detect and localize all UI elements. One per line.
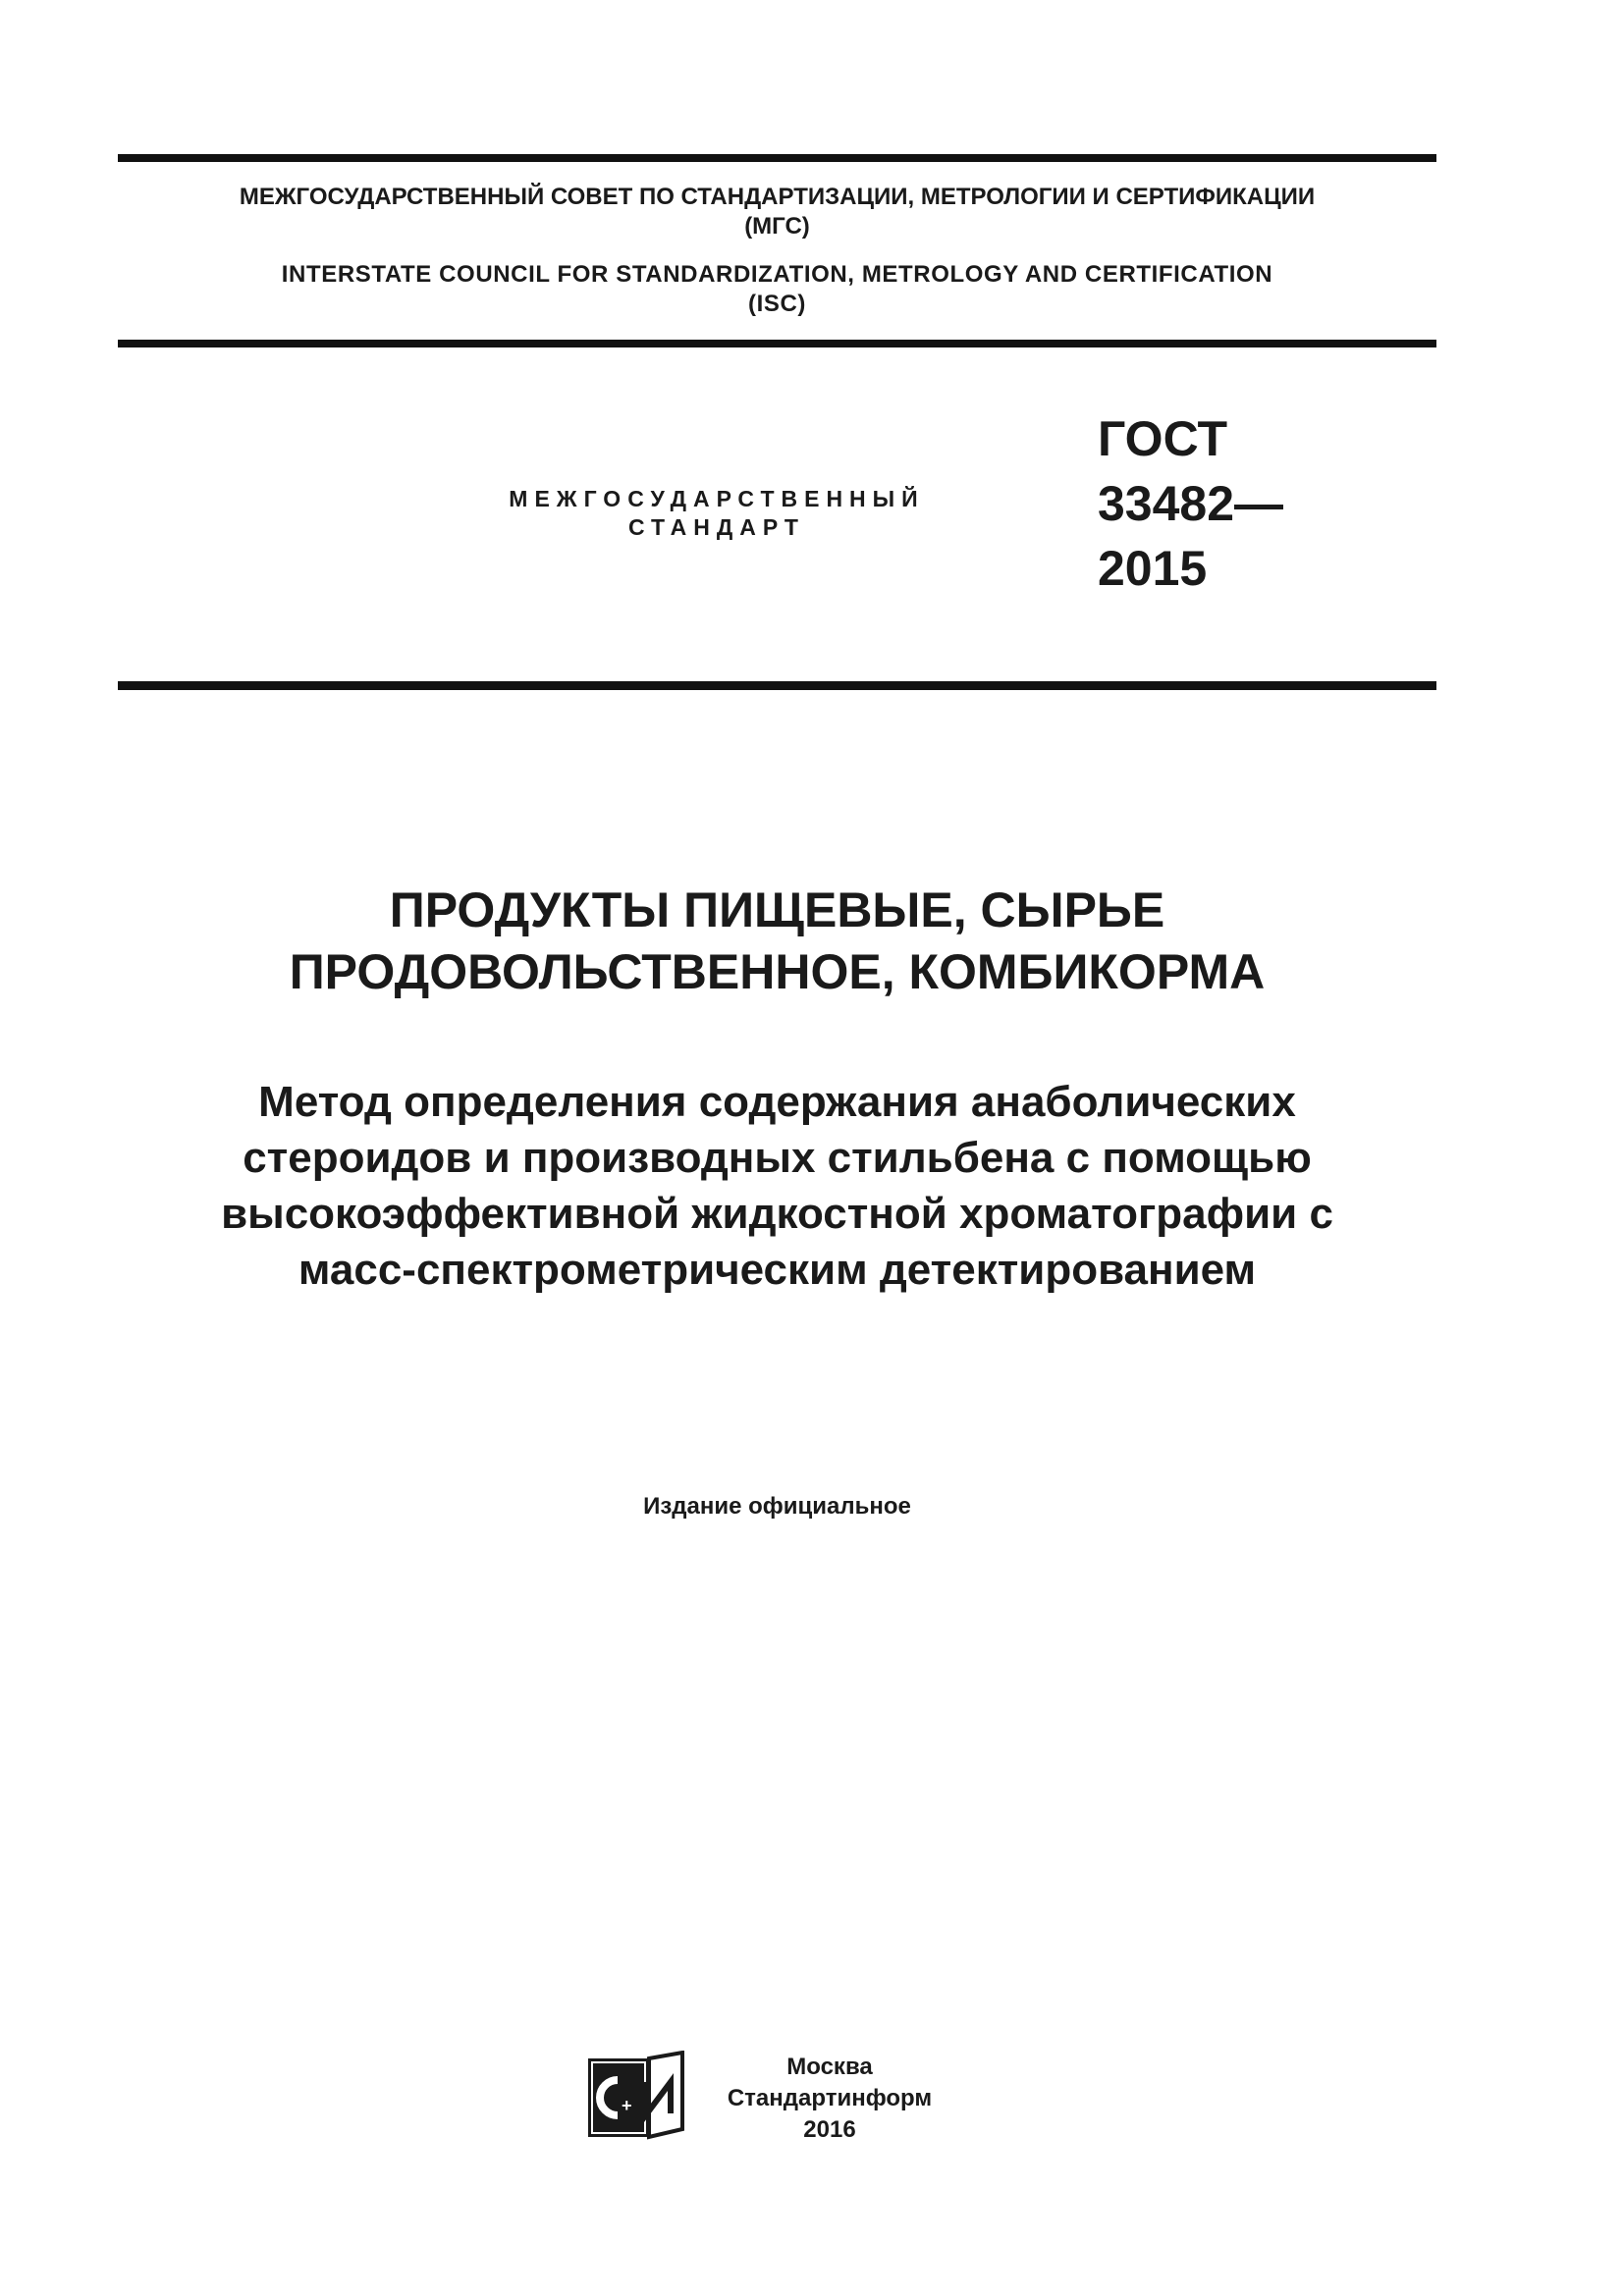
bottom-rule <box>118 681 1436 690</box>
svg-text:+: + <box>622 2096 632 2115</box>
council-name-ru-line1: МЕЖГОСУДАРСТВЕННЫЙ СОВЕТ ПО СТАНДАРТИЗАЦИИ, МЕТРОЛОГИИ И СЕРТИФИКАЦИИ <box>239 184 1316 210</box>
publisher-city: Москва <box>786 2054 873 2080</box>
gost-prefix: ГОСТ <box>1098 411 1227 466</box>
document-subtitle-line2: стероидов и производных стильбена с помощью <box>243 1134 1312 1182</box>
middle-rule <box>118 340 1436 347</box>
gost-designation <box>1098 406 1283 601</box>
council-name-en-line1: INTERSTATE COUNCIL FOR STANDARDIZATION, METROLOGY AND CERTIFICATION <box>281 261 1273 288</box>
council-name-en <box>118 260 1436 319</box>
gost-year: 2015 <box>1098 541 1208 596</box>
publisher-name: Стандартинформ <box>727 2085 933 2111</box>
top-rule <box>118 154 1436 162</box>
council-abbr-ru: (МГС) <box>744 213 810 240</box>
publisher-block <box>702 2052 957 2146</box>
gost-number: 33482— <box>1098 476 1284 531</box>
standard-type-line2: СТАНДАРТ <box>628 514 805 540</box>
standard-type-label <box>471 485 962 542</box>
publication-year: 2016 <box>803 2116 856 2143</box>
document-subtitle-line3: высокоэффективной жидкостной хроматографии с <box>221 1190 1333 1238</box>
standartinform-logo-icon <box>582 2051 688 2141</box>
document-title-line1: ПРОДУКТЫ ПИЩЕВЫЕ, СЫРЬЕ <box>389 882 1165 937</box>
standard-type-line1: МЕЖГОСУДАРСТВЕННЫЙ <box>509 486 925 511</box>
document-subtitle <box>118 1074 1436 1298</box>
document-title <box>118 880 1436 1003</box>
document-subtitle-line4: масс-спектрометрическим детектированием <box>298 1246 1257 1294</box>
council-name-ru <box>118 183 1436 241</box>
document-title-line2: ПРОДОВОЛЬСТВЕННОЕ, КОМБИКОРМА <box>289 944 1266 999</box>
document-subtitle-line1: Метод определения содержания анаболических <box>258 1078 1296 1126</box>
council-abbr-en: (ISC) <box>748 291 806 317</box>
edition-note: Издание официальное <box>643 1493 911 1520</box>
